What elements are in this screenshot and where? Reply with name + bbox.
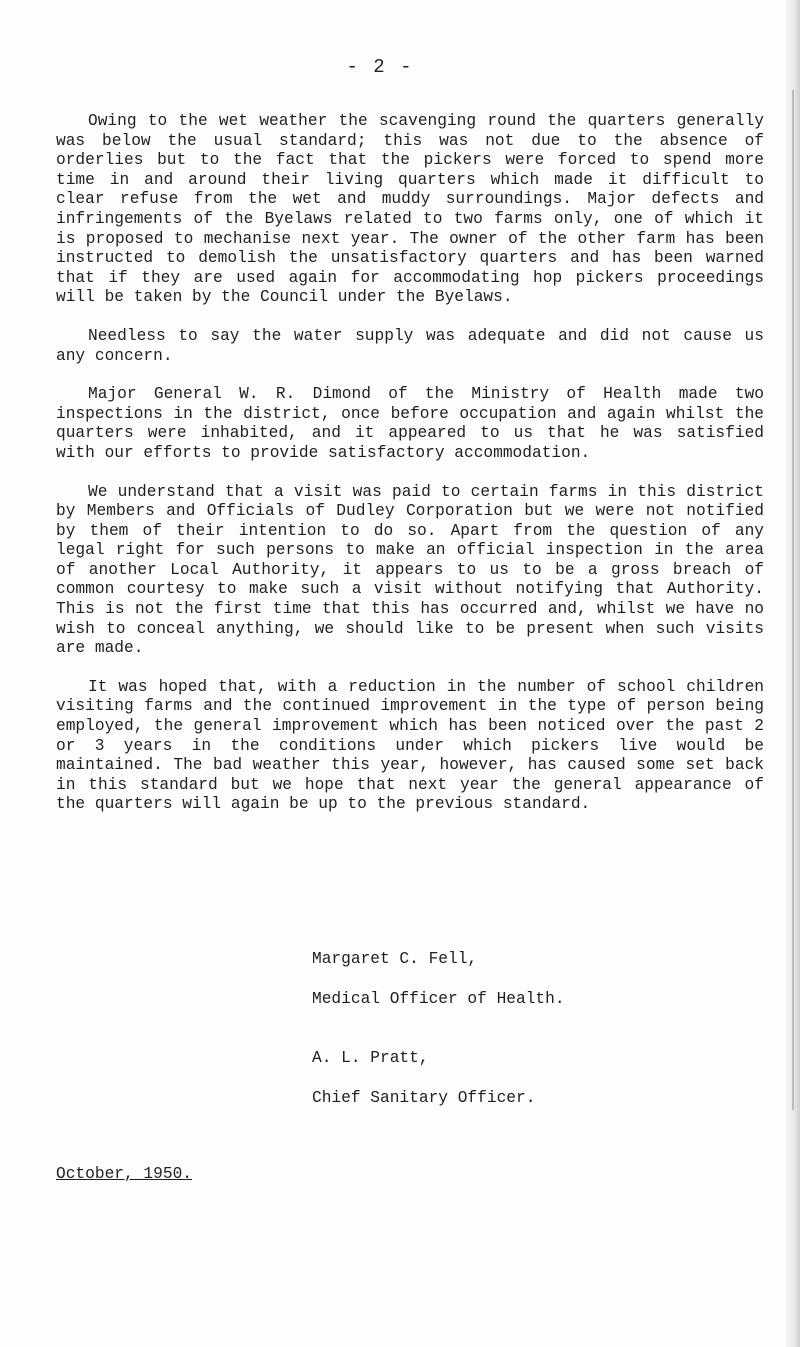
page-edge-line [792, 90, 794, 1110]
report-body [56, 112, 764, 834]
paragraph-ministry-inspection: Major General W. R. Dimond of the Ministry of Health made two inspections in the district, once before occupation and again whilst the quarters were inhabited, and it appeared to us that he was satisfied with our efforts to provide satisfactory accommodation. [56, 385, 764, 462]
signatory-name: A. L. Pratt, [312, 1049, 429, 1068]
paragraph-improvement: It was hoped that, with a reduction in the number of school children visiting farms and the continued improvement in the type of person being employed, the general improvement which has been noticed over the past 2 or 3 years in the conditions under which pickers live would be maintained. The bad weather this year, however, has caused some set back in this standard but we hope that next year the general appearance of the quarters will again be up to the previous standard. [56, 677, 764, 814]
signature-block [312, 950, 565, 1148]
signatory-title: Chief Sanitary Officer. [312, 1088, 536, 1107]
paragraph-water-supply: Needless to say the water supply was adequate and did not cause us any concern. [56, 326, 764, 365]
paragraph-scavenging: Owing to the wet weather the scavenging round the quarters generally was below the usual standard; this was not due to the absence of orderlies but to the fact that the pickers were forced to spend more time in and around their living quarters which made it difficult to clear refuse from the wet and muddy surroundings. Major defects and infringements of the Byelaws related to two farms only, one of which it is proposed to mechanise next year. The owner of the other farm has been instructed to demolish the unsatisfactory quarters and has been warned that if they are used again for accommodating hop pickers proceedings will be taken by the Council under the Byelaws. [56, 112, 764, 307]
report-date: October, 1950. [56, 1165, 192, 1183]
page-number: - 2 - [346, 56, 414, 78]
signatory-name: Margaret C. Fell, [312, 950, 478, 968]
paragraph-dudley-visit: We understand that a visit was paid to certain farms in this district by Members and Officials of Dudley Corporation but we were not notified by them of their intention to do so. Apart from the question of any legal right for such persons to make an official inspection in the area of another Local Authority, it appears to us to be a gross breach of common courtesy to make such a visit without notifying that Authority. This is not the first time that this has occurred and, whilst we have no wish to conceal anything, we should like to be present when such visits are made. [56, 482, 764, 658]
signatory-title: Medical Officer of Health. [312, 989, 565, 1008]
